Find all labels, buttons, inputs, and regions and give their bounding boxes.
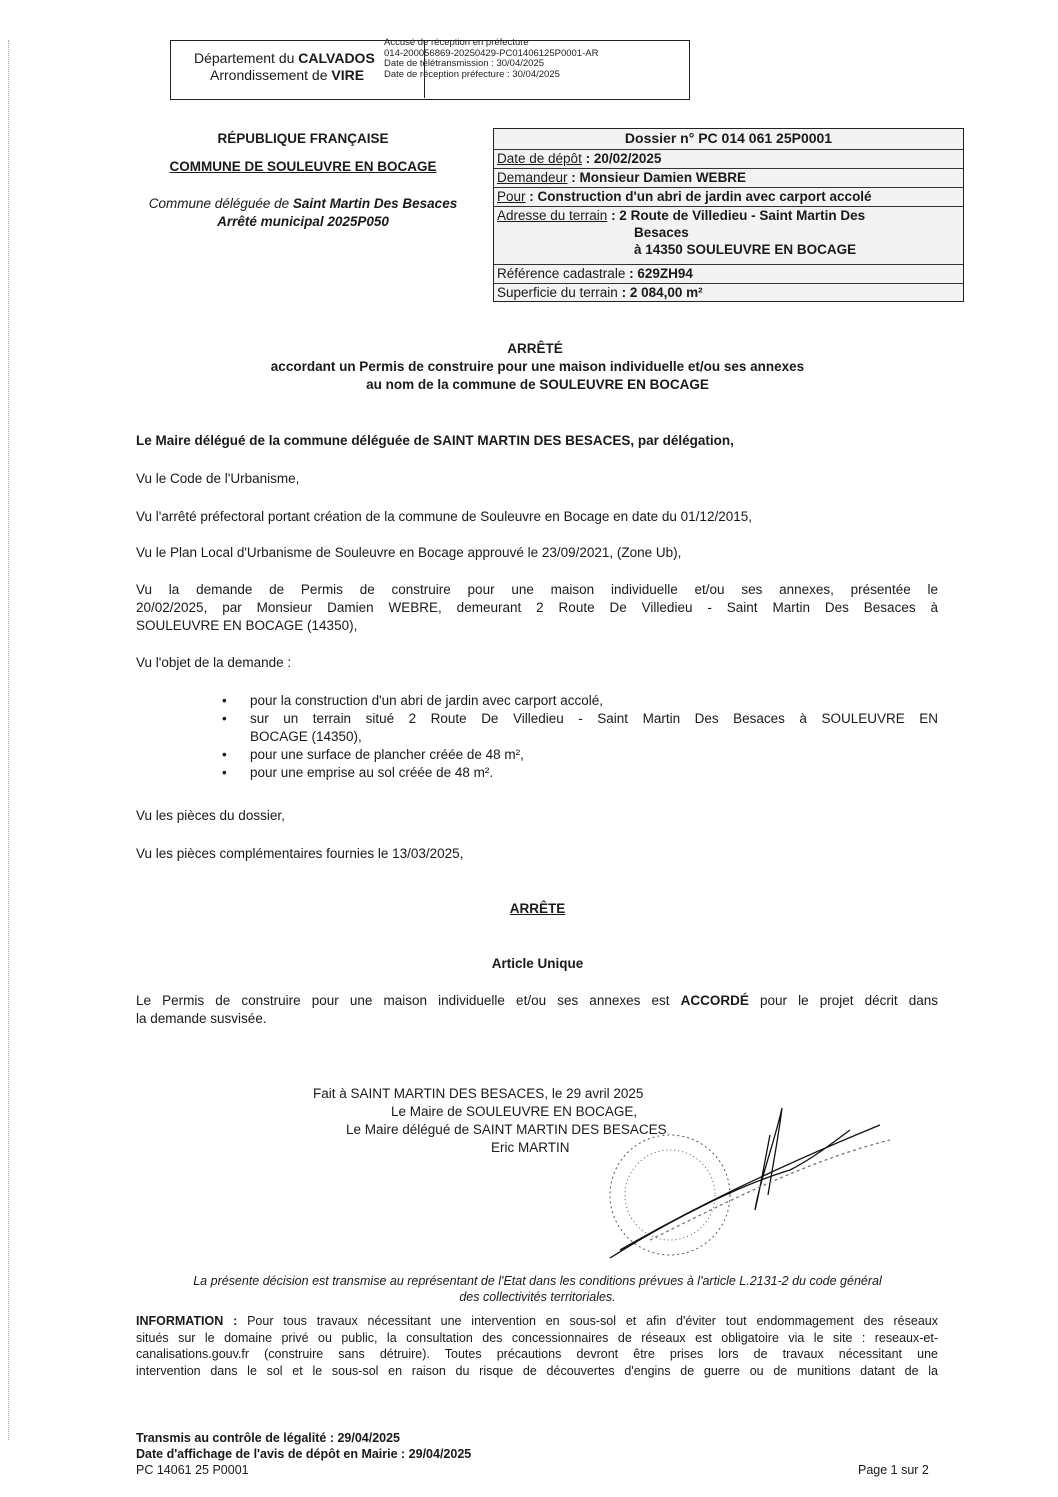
objet-item-3: • pour une surface de plancher créée de 48 m²,: [250, 746, 938, 764]
deleguee-prefix: Commune déléguée de: [148, 196, 293, 211]
transmission-line-1: La présente décision est transmise au représentant de l'Etat dans les conditions prévues à l'article L.2131-2 du code général: [193, 1274, 882, 1288]
vu-code-urbanisme: Vu le Code de l'Urbanisme,: [136, 471, 300, 486]
adresse-value: : 2 Route de Villedieu - Saint Martin Des: [607, 208, 866, 223]
arrete-subtitle-2: au nom de la commune de SOULEUVRE EN BOCAGE: [366, 377, 709, 392]
adresse-terrain: [494, 206, 963, 263]
objet-item-1: • pour la construction d'un abri de jardin avec carport accolé,: [250, 692, 938, 710]
maire-delegue: Le Maire délégué de SAINT MARTIN DES BESACES: [346, 1122, 667, 1137]
article-line-2: la demande susvisée.: [136, 1011, 267, 1026]
article-text-a: Le Permis de construire pour une maison individuelle et/ou ses annexes est: [136, 993, 681, 1008]
date-depot: [494, 149, 963, 167]
vu-plu: Vu le Plan Local d'Urbanisme de Souleuvre en Bocage approuvé le 23/09/2021, (Zone Ub),: [136, 545, 682, 560]
article-line-1: [136, 992, 938, 1010]
arrondissement-name: VIRE: [331, 67, 365, 83]
info-line-2: situés sur le domaine privé ou public, la consultation des concessionnaires de réseaux est obligatoire via le site : reseaux-et-: [136, 1330, 938, 1345]
vu-demande-line-2: 20/02/2025, par Monsieur Damien WEBRE, demeurant 2 Route De Villedieu - Saint Martin Des Besaces à: [136, 600, 938, 615]
info-label: INFORMATION :: [136, 1314, 238, 1328]
scan-margin-marks: [8, 40, 13, 1440]
cadastre-value: : 629ZH94: [625, 266, 693, 281]
date-affichage: Date d'affichage de l'avis de dépôt en Mairie : 29/04/2025: [136, 1447, 472, 1461]
arrete-municipal: Arrêté municipal 2025P050: [217, 214, 389, 229]
department-prefix: Département du: [194, 50, 299, 66]
pour: [494, 187, 963, 205]
municipal-seal: [610, 1135, 730, 1255]
dossier-box: [493, 128, 964, 302]
information-block: [136, 1313, 938, 1379]
article-text-c: pour le projet décrit dans: [748, 993, 938, 1008]
transmis-controle: Transmis au contrôle de légalité : 29/04/2025: [136, 1431, 401, 1445]
commune-deleguee: [110, 195, 496, 213]
vu-demande: [136, 581, 938, 635]
objet-item-4: • pour une emprise au sol créée de 48 m².: [250, 764, 938, 782]
pc-reference: PC 14061 25 P0001: [136, 1463, 249, 1477]
demandeur: [494, 168, 963, 186]
maire-delegue-intro: Le Maire délégué de la commune déléguée de SAINT MARTIN DES BESACES, par délégation,: [136, 433, 734, 448]
commune-title: COMMUNE DE SOULEUVRE EN BOCAGE: [169, 159, 437, 174]
vu-pieces-complementaires: Vu les pièces complémentaires fournies le 13/03/2025,: [136, 846, 464, 861]
arrondissement-prefix: Arrondissement de: [210, 67, 332, 83]
vu-pieces: Vu les pièces du dossier,: [136, 808, 285, 823]
demandeur-label: Demandeur: [497, 170, 568, 185]
page-number: Page 1 sur 2: [858, 1463, 929, 1477]
arrete-heading: ARRÊTÉ: [507, 341, 563, 356]
signature-and-seal: [590, 1100, 900, 1270]
handwritten-signature: [610, 1108, 890, 1258]
info-line-3: canalisations.gouv.fr (construire sans détruire). Toutes précautions devront être prises lors de travaux nécessitant une: [136, 1347, 938, 1361]
depot-value: : 20/02/2025: [581, 151, 662, 166]
pour-value: : Construction d'un abri de jardin avec carport accolé: [525, 189, 872, 204]
article-accorde: ACCORDÉ: [680, 993, 749, 1008]
deleguee-name: Saint Martin Des Besaces: [292, 196, 458, 211]
article-unique-heading: Article Unique: [491, 956, 584, 971]
vu-objet: Vu l'objet de la demande :: [136, 655, 292, 670]
objet-list: [250, 692, 938, 782]
ar-line-1: Accusé de réception en préfecture: [384, 37, 529, 48]
department-name: CALVADOS: [298, 50, 375, 66]
arrete-subtitle-1: accordant un Permis de construire pour une maison individuelle et/ou ses annexes: [270, 359, 805, 374]
superficie-value: : 2 084,00 m²: [617, 285, 703, 300]
fait-a: Fait à SAINT MARTIN DES BESACES, le 29 avril 2025: [313, 1086, 644, 1101]
ar-line-4: Date de réception préfecture : 30/04/2025: [384, 68, 560, 80]
info-line-4: intervention dans le sol et le sous-sol en raison du risque de découvertes d'engins de guerre ou de munitions datant de la: [136, 1363, 938, 1378]
reference-cadastrale: [494, 264, 963, 282]
article-unique-text: [136, 992, 938, 1028]
demandeur-value: : Monsieur Damien WEBRE: [567, 170, 747, 185]
department-line: [194, 50, 375, 67]
transmission-line-2: des collectivités territoriales.: [459, 1290, 616, 1304]
arrondissement-line: [210, 67, 364, 84]
adresse-line-2: Besaces: [634, 225, 689, 240]
ar-line-3: Date de télétransmission : 30/04/2025: [384, 58, 545, 69]
accuse-reception-stamp: [384, 38, 598, 80]
vu-arrete-prefectoral: Vu l'arrêté préfectoral portant création de la commune de Souleuvre en Bocage en date du 01/12/2015,: [136, 509, 752, 524]
transmission-notice: [0, 1273, 1058, 1305]
pour-label: Pour: [497, 189, 526, 204]
republique-francaise: RÉPUBLIQUE FRANÇAISE: [217, 131, 389, 146]
vu-demande-line-3: SOULEUVRE EN BOCAGE (14350),: [136, 618, 358, 633]
dossier-number: Dossier n° PC 014 061 25P0001: [624, 130, 833, 146]
ar-line-2: 014-200056869-20250429-PC01406125P0001-AR: [384, 47, 599, 59]
signatory-name: Eric MARTIN: [491, 1140, 570, 1155]
info-line-1: [136, 1313, 938, 1330]
adresse-line-3: à 14350 SOULEUVRE EN BOCAGE: [634, 242, 857, 257]
objet-item-2-cont: BOCAGE (14350),: [250, 729, 362, 744]
superficie-terrain: [494, 283, 963, 301]
objet-item-2: • sur un terrain situé 2 Route De Villedieu - Saint Martin Des Besaces à SOULEUVRE EN: [250, 710, 938, 728]
superficie-label: Superficie du terrain: [497, 285, 618, 300]
info-text-1: Pour tous travaux nécessitant une intervention en sous-sol et afin d'éviter tout endommagement des réseaux: [237, 1314, 938, 1328]
depot-label: Date de dépôt: [497, 151, 582, 166]
arrete-decision-heading: ARRÊTE: [509, 901, 566, 916]
vu-demande-line-1: Vu la demande de Permis de construire pour une maison individuelle et/ou ses annexes, présentée le: [136, 582, 938, 597]
cadastre-label: Référence cadastrale: [497, 266, 626, 281]
maire-souleuvre: Le Maire de SOULEUVRE EN BOCAGE,: [391, 1104, 638, 1119]
adresse-label: Adresse du terrain: [497, 208, 608, 223]
